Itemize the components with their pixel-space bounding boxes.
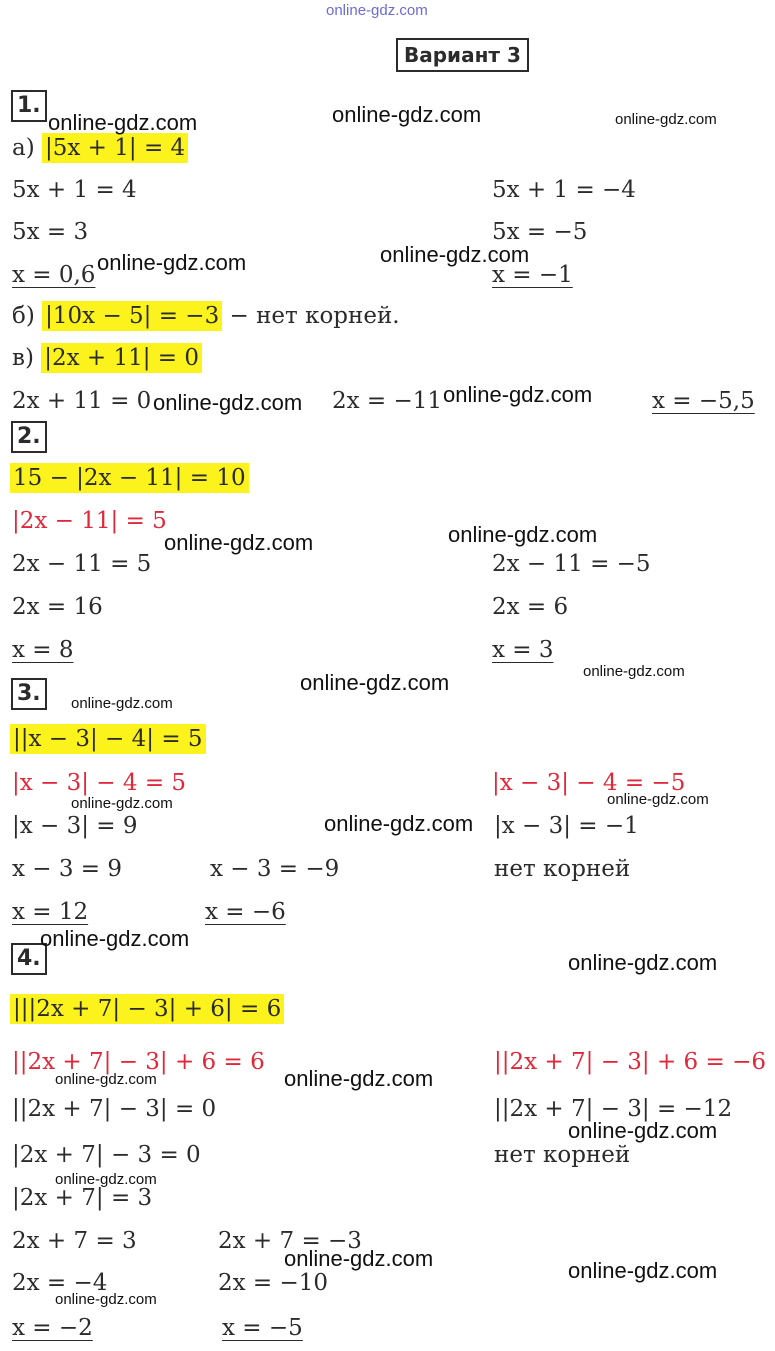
task-4-left-step-5: 2x = −4 — [12, 1270, 108, 1296]
watermark: online-gdz.com — [568, 950, 718, 975]
variant-title: Вариант 3 — [396, 38, 529, 72]
watermark: online-gdz.com — [71, 795, 173, 812]
watermark: online-gdz.com — [300, 670, 450, 695]
task-1c-line — [12, 343, 202, 373]
task-3-right-step-1: |x − 3| = −1 — [494, 813, 639, 839]
task-1a-right-step-2: 5x = −5 — [492, 219, 588, 245]
task-4-left-step-3: |2x + 7| = 3 — [12, 1185, 153, 1211]
watermark: online-gdz.com — [443, 382, 593, 407]
task-1c-answer: x = −5,5 — [652, 388, 755, 414]
watermark: online-gdz.com — [55, 1171, 157, 1188]
watermark: online-gdz.com — [448, 522, 598, 547]
site-header-link[interactable]: online-gdz.com — [326, 2, 428, 19]
watermark: online-gdz.com — [615, 111, 717, 128]
task-1b-result: − нет корней. — [229, 303, 400, 329]
task-1a-line — [12, 133, 188, 163]
task-1c-step-1: 2x + 11 = 0 — [12, 388, 152, 414]
task-4-equation-line — [10, 994, 284, 1024]
task-2-equation-line — [10, 463, 249, 493]
watermark: online-gdz.com — [153, 390, 303, 415]
task-4-red-left: ||2x + 7| − 3| + 6 = 6 — [12, 1049, 265, 1075]
watermark: online-gdz.com — [55, 1291, 157, 1308]
task-2-right-step-2: 2x = 6 — [492, 594, 569, 620]
task-1c-equation: |2x + 11| = 0 — [41, 343, 202, 373]
task-1a-right-answer: x = −1 — [492, 262, 573, 288]
watermark: online-gdz.com — [583, 663, 685, 680]
task-4-number: 4. — [11, 943, 47, 975]
task-1b-line — [12, 301, 400, 331]
task-4-left-step-2: |2x + 7| − 3 = 0 — [12, 1142, 201, 1168]
watermark: online-gdz.com — [164, 530, 314, 555]
watermark: online-gdz.com — [48, 110, 198, 135]
task-3-left-answer: x = 12 — [12, 899, 89, 925]
task-1a-label: а) — [12, 135, 35, 161]
task-1a-right-step-1: 5x + 1 = −4 — [492, 177, 636, 203]
task-4-right-step-1: ||2x + 7| − 3| = −12 — [494, 1096, 733, 1122]
task-3-mid-answer: x = −6 — [205, 899, 286, 925]
task-2-right-step-1: 2x − 11 = −5 — [492, 551, 651, 577]
task-3-left-step-1: |x − 3| = 9 — [12, 813, 138, 839]
task-2-left-step-1: 2x − 11 = 5 — [12, 551, 152, 577]
task-1-number: 1. — [11, 90, 47, 122]
task-1a-left-answer: x = 0,6 — [12, 262, 96, 288]
task-4-mid-step-1: 2x + 7 = −3 — [218, 1228, 362, 1254]
task-4-right-result: нет корней — [494, 1142, 631, 1168]
watermark: online-gdz.com — [97, 250, 247, 275]
task-1c-step-2: 2x = −11 — [332, 388, 443, 414]
watermark: online-gdz.com — [71, 695, 173, 712]
task-3-mid-step-1: x − 3 = −9 — [210, 856, 340, 882]
task-4-left-step-4: 2x + 7 = 3 — [12, 1228, 137, 1254]
task-4-equation: |||2x + 7| − 3| + 6| = 6 — [10, 994, 284, 1024]
task-2-number: 2. — [11, 421, 47, 453]
watermark: online-gdz.com — [332, 102, 482, 127]
watermark: online-gdz.com — [284, 1246, 434, 1271]
task-3-red-right: |x − 3| − 4 = −5 — [492, 770, 686, 796]
watermark: online-gdz.com — [324, 811, 474, 836]
task-4-left-answer: x = −2 — [12, 1315, 93, 1341]
task-3-right-result: нет корней — [494, 856, 631, 882]
watermark: online-gdz.com — [55, 1071, 157, 1088]
task-1a-left-step-2: 5x = 3 — [12, 219, 89, 245]
task-1a-equation: |5x + 1| = 4 — [42, 133, 188, 163]
task-2-left-step-2: 2x = 16 — [12, 594, 103, 620]
watermark: online-gdz.com — [568, 1118, 718, 1143]
watermark: online-gdz.com — [284, 1066, 434, 1091]
task-1b-label: б) — [12, 303, 35, 329]
task-3-red-left: |x − 3| − 4 = 5 — [12, 770, 187, 796]
watermark: online-gdz.com — [40, 926, 190, 951]
task-4-mid-answer: x = −5 — [222, 1315, 303, 1341]
task-4-mid-step-2: 2x = −10 — [218, 1270, 329, 1296]
task-1c-label: в) — [12, 345, 34, 371]
task-3-equation: ||x − 3| − 4| = 5 — [10, 724, 206, 754]
watermark: online-gdz.com — [568, 1258, 718, 1283]
task-3-left-step-2: x − 3 = 9 — [12, 856, 123, 882]
task-4-left-step-1: ||2x + 7| − 3| = 0 — [12, 1096, 217, 1122]
task-4-red-right: ||2x + 7| − 3| + 6 = −6 — [494, 1049, 766, 1075]
task-2-equation: 15 − |2x − 11| = 10 — [10, 463, 249, 493]
task-1b-equation: |10x − 5| = −3 — [42, 301, 222, 331]
task-2-right-answer: x = 3 — [492, 637, 554, 663]
task-2-red-step: |2x − 11| = 5 — [12, 508, 167, 534]
task-3-equation-line — [10, 724, 206, 754]
watermark: online-gdz.com — [607, 791, 709, 808]
watermark: online-gdz.com — [380, 242, 530, 267]
task-2-left-answer: x = 8 — [12, 637, 74, 663]
task-3-number: 3. — [11, 678, 47, 710]
task-1a-left-step-1: 5x + 1 = 4 — [12, 177, 137, 203]
